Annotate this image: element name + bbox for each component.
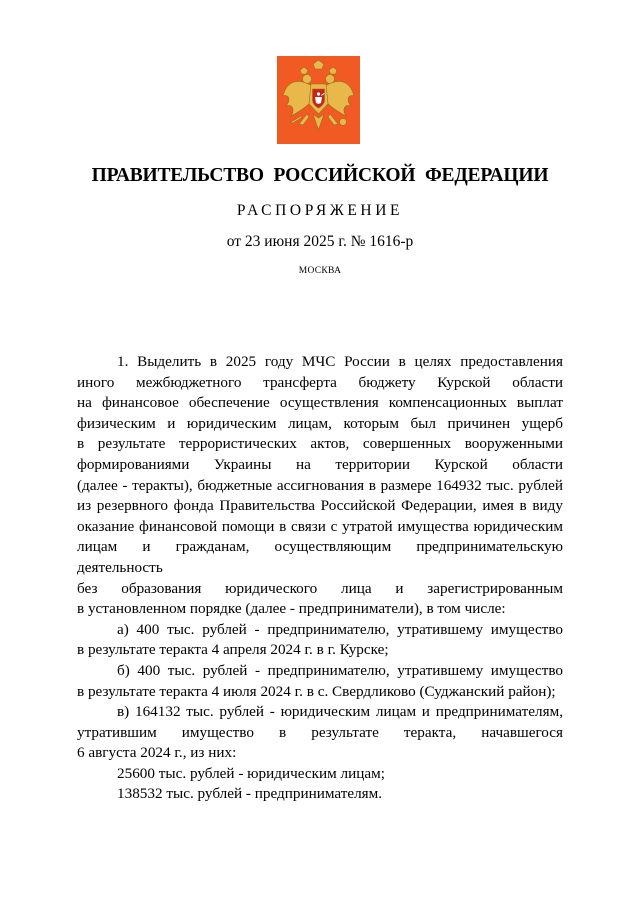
document-date-number: от 23 июня 2025 г. № 1616-р — [226, 233, 414, 250]
text-line: в результате теракта 4 апреля 2024 г. в г. Курске; — [77, 641, 389, 659]
paragraph-c-item-1: 25600 тыс. рублей - юридическим лицам; — [117, 764, 385, 782]
text-line: иного межбюджетного трансферта бюджету Курской области — [77, 373, 563, 391]
paragraph-a — [77, 620, 563, 661]
coat-of-arms-icon — [277, 56, 360, 144]
text-line: в результате террористических актов, совершенных вооруженными — [77, 435, 563, 453]
text-line: формированиями Украины на территории Курской области — [77, 455, 563, 473]
text-line: оказание финансовой помощи в связи с утратой имущества юридическим — [77, 517, 563, 535]
text-line: а) 400 тыс. рублей - предпринимателю, утратившему имущество — [117, 620, 563, 638]
paragraph-b — [77, 661, 563, 702]
text-line: 6 августа 2024 г., из них: — [77, 744, 237, 762]
text-line: лицам и гражданам, осуществляющим предпринимательскую деятельность — [77, 538, 563, 576]
text-line: в результате теракта 4 июля 2024 г. в с. Свердликово (Суджанский район); — [77, 682, 556, 700]
text-line: в установленном порядке (далее - предприниматели), в том числе: — [77, 600, 506, 618]
document-city: МОСКВА — [298, 266, 342, 276]
document-type: РАСПОРЯЖЕНИЕ — [236, 202, 404, 219]
text-line: на финансовое обеспечение осуществления компенсационных выплат — [77, 394, 563, 412]
paragraph-c-item-2: 138532 тыс. рублей - предпринимателям. — [117, 785, 383, 803]
text-line: в) 164132 тыс. рублей - юридическим лицам и предпринимателям, — [117, 703, 563, 721]
paragraph-c — [77, 702, 563, 764]
text-line: (далее - теракты), бюджетные ассигнования в размере 164932 тыс. рублей — [77, 476, 563, 494]
text-line: без образования юридического лица и зарегистрированным — [77, 579, 563, 597]
text-line: из резервного фонда Правительства Российской Федерации, имея в виду — [77, 497, 563, 515]
text-line: 1. Выделить в 2025 году МЧС России в целях предоставления — [117, 353, 563, 370]
text-line: утратившим имущество в результате теракта, начавшегося — [77, 723, 563, 741]
text-line: физическим и юридическим лицам, которым был причинен ущерб — [77, 414, 563, 432]
text-line: б) 400 тыс. рублей - предпринимателю, утратившему имущество — [117, 661, 563, 679]
document-body — [77, 352, 563, 805]
paragraph-1 — [77, 352, 563, 620]
government-title: ПРАВИТЕЛЬСТВО РОССИЙСКОЙ ФЕДЕРАЦИИ — [91, 165, 549, 186]
